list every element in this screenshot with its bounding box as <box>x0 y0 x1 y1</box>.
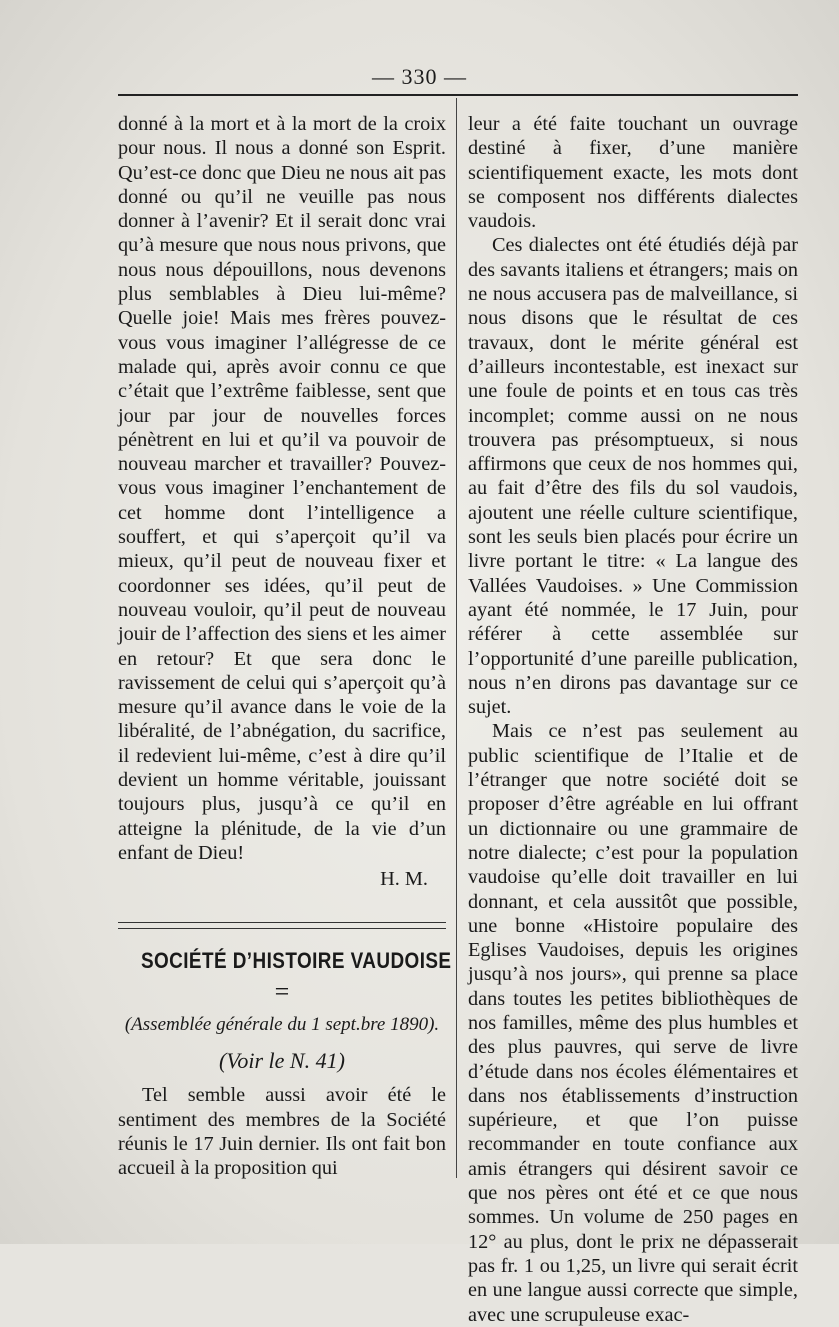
society-paragraph-continued: leur a été faite touchant un ouvrage destiné à fixer, d’une manière scientifiquement exacte, les mots dont se composent nos différents dialectes vaudois. <box>468 113 798 233</box>
author-signature: H. M. <box>380 868 428 891</box>
section-separator <box>118 922 446 929</box>
sermon-conclusion-paragraph: donné à la mort et à la mort de la croix pour nous. Il nous a donné son Esprit. Qu’est-ce donc que Dieu ne nous ait pas donné ou qu’il ne veuille pas nous donner à l’avenir? Et il serait donc vrai qu’à mesure que nous nous privons, que nous nous dépouillons, nous devenons plus semblables à Dieu lui-même? Quelle joie! Mais mes frères pouvez-vous vous imaginer l’allégresse de ce malade qui, après avoir connu ce que c’était que l’extrême faiblesse, sent que jour par jour de nouvelles forces pénètrent en lui et qu’il va pouvoir de nouveau marcher et travailler? Pouvez-vous vous imaginer l’enchantement de cet homme dont l’intelligence a souffert, et qui s’aperçoit qu’il va mieux, qu’il peut de nouveau fixer et coordonner ses idées, qu’il peut de nouveau vouloir, qu’il peut de nouveau jouir de l’affection des siens et les aimer en retour? Et que sera donc le ravissement de celui qui s’aperçoit qu’à mesure qu’il avance dans le voie de la libéralité, de l’abnégation, du sacrifice, il redevient lui-même, c’est à dire qu’il devient un homme véritable, jouissant toujours plus, jusqu’à ce qu’il en atteigne la plénitude, de la vie d’un enfant de Dieu! <box>118 113 446 864</box>
page-number: — 330 — <box>372 64 467 89</box>
dialects-paragraph: Ces dialectes ont été étudiés déjà par des savants italiens et étrangers; mais on ne nous accusera pas de malveillance, si nous disons que le résultat de ces travaux, dont le mérite général est d’ailleurs incontestable, est inexact sur une foule de points et en tous cas très incomplet; comme aussi on ne nous trouvera pas présomptueux, si nous affirmons que ceux de nos hommes qui, au fait d’être des fils du sol vaudois, ajoutent une réelle culture scientifique, sont les seuls bien placés pour écrire un livre portant le titre: « La langue des Vallées Vaudoises. » Une Commission ayant été nommée, le 17 Juin, pour référer à cette assemblée sur l’opportunité d’une pareille publication, nous n’en dirons pas davantage sur ce sujet. <box>468 234 798 719</box>
section-title: SOCIÉTÉ D’HISTOIRE VAUDOISE <box>140 947 452 973</box>
reference-note: (Voir le N. 41) <box>219 1048 345 1074</box>
right-column <box>468 112 798 1327</box>
title-ornament: = <box>274 976 290 1006</box>
assembly-note: (Assemblée générale du 1 sept.bre 1890). <box>124 1013 440 1035</box>
history-paragraph: Mais ce n’est pas seulement au public scientifique de l’Italie et de l’étranger que notre société doit se proposer d’être agréable en lui offrant un dictionnaire ou une grammaire de notre dialecte; c’est pour la population vaudoise qu’elle doit travailler en lui donnant, et cela aussitôt que possible, une bonne «Histoire populaire des Eglises Vaudoises, depuis les origines jusqu’à nos jours», qui prenne sa place dans toutes les petites bibliothèques de nos familles, même des plus humbles et des plus pauvres, qui serve de livre d’étude dans nos écoles élémentaires et dans nos établissements d’instruction supérieure, et que l’on puisse recommander en toute confiance aux amis étrangers qui désirent savoir ce que nos pères ont été et ce que nous sommes. Un volume de 250 pages en 12° au plus, dont le prix ne dépasserait pas fr. 1 ou 1,25, un livre qui serait écrit en une langue aussi correcte que simple, avec une scrupuleuse exac- <box>468 720 798 1326</box>
header-rule <box>118 94 798 96</box>
society-paragraph-start: Tel semble aussi avoir été le sentiment des membres de la Société réunis le 17 Juin dernier. Ils ont fait bon accueil à la proposition qui <box>118 1084 446 1180</box>
column-divider <box>456 98 457 1178</box>
left-column <box>118 112 452 1181</box>
